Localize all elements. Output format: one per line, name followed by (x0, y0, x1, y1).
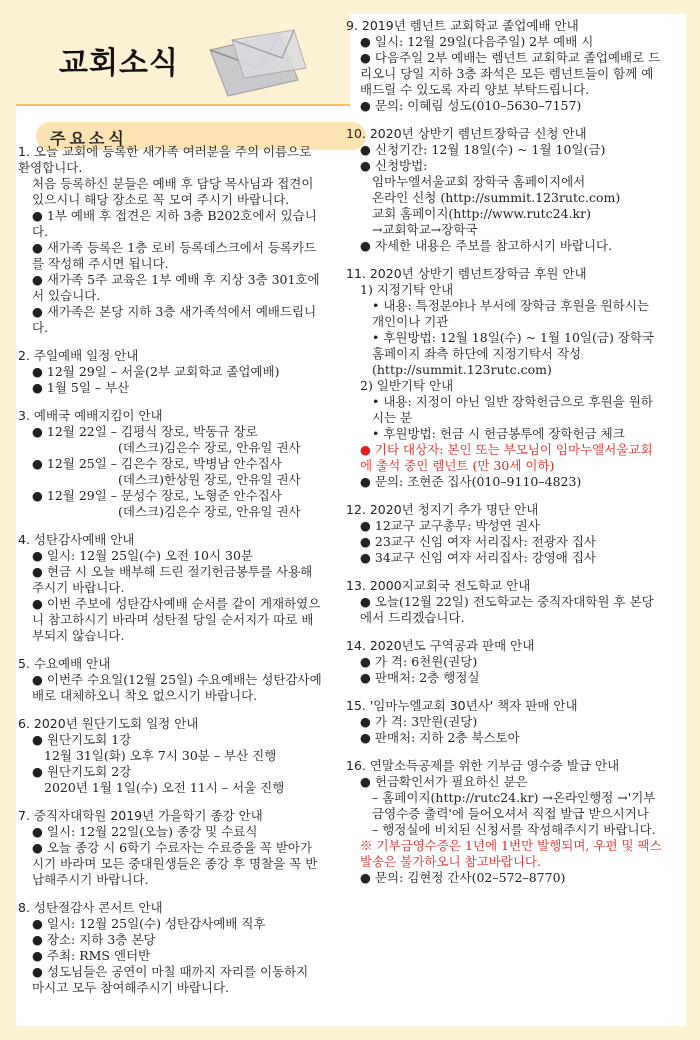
notice-line: • 내용: 지정이 아닌 일반 장학헌금으로 후원을 원하시는 분 (372, 394, 653, 425)
notice-line: 1) 지정기탁 안내 (360, 282, 454, 297)
right-column (346, 18, 662, 898)
notice-line: ● 오늘 종강 시 6학기 수료자는 수료증을 꼭 받아가시기 바라며 모든 중대원생들은 종강 후 명찰을 꼭 반납해주시기 바랍니다. (32, 840, 318, 887)
notice-line: ● 신청기간: 12월 18일(수) ~ 1월 10일(금) (360, 142, 606, 157)
notice-line: ● 새가족은 본당 지하 3층 새가족석에서 예배드립니다. (32, 304, 317, 335)
notice-line: ● 일시: 12월 29일(다음주일) 2부 예배 시 (360, 34, 594, 49)
notice-line: ● 일시: 12월 25일(수) 오전 10시 30분 (32, 548, 254, 563)
notice-line: ● 가 격: 3만원(권당) (360, 714, 478, 729)
notice-line: • 후원방법: 12월 18일(수) ~ 1월 10일(금) 장학국 홈페이지 좌측 하단에 지정기탁서 작성 (http://summit.123rutc.com) (372, 330, 655, 377)
notice-title: 16. 연말소득공제를 위한 기부금 영수증 발급 안내 (346, 758, 620, 773)
notice-title: 14. 2020년도 구역공과 판매 안내 (346, 638, 535, 653)
notice-line: – 행정실에 비치된 신청서를 작성해주시기 바랍니다. (372, 822, 656, 837)
notice-line: ● 판매처: 2층 행정실 (360, 670, 480, 685)
notice-title: 6. 2020년 원단기도회 일정 안내 (18, 716, 199, 731)
notice-line: ● 이번주 수요일(12월 25일) 수요예배는 성탄감사예배로 대체하오니 착오 없으시기 바랍니다. (32, 672, 322, 703)
notice-line: ● 현금 시 오늘 배부해 드린 절기헌금봉투를 사용해주시기 바랍니다. (32, 564, 313, 595)
notice-line: ● 판매처: 지하 2층 북스토아 (360, 730, 520, 745)
notice-line: ● 12월 29일 – 문성수 장로, 노형준 안수집사 (32, 488, 282, 503)
notice-item (346, 126, 662, 254)
notice-item (346, 502, 662, 566)
notice-line: ● 12월 22일 – 김평식 장로, 박동규 장로 (32, 424, 258, 439)
notice-item (346, 698, 662, 746)
section-label-text: 주요소식 (50, 129, 128, 148)
notice-line: ● 가 격: 6천원(권당) (360, 654, 478, 669)
page-title: 교회소식 (59, 46, 179, 81)
notice-line: 임마누엘서울교회 장학국 홈페이지에서 (372, 174, 586, 189)
notice-line: ● 일시: 12월 22일(오늘) 종강 및 수료식 (32, 824, 258, 839)
notice-item (346, 18, 662, 114)
notice-line: 2) 일반기탁 안내 (360, 378, 454, 393)
notice-line: 교회 홈페이지(http://www.rutc24.kr) (372, 206, 591, 221)
notice-line: ※ 기부금영수증은 1년에 1번만 발행되며, 우편 및 팩스발송은 불가하오니 참고바랍니다. (360, 838, 662, 869)
notice-line: • 후원방법: 헌금 시 헌금봉투에 장학헌금 체크 (372, 426, 625, 441)
notice-line: – 홈페이지(http://rutc24.kr) →온라인행정 →'기부금영수증 출력'에 들어오셔서 직접 발급 받으시거나 (372, 790, 656, 821)
notice-line: ● 이번 주보에 성탄감사예배 순서를 같이 게재하였으니 참고하시기 바라며 성탄절 당일 순서지가 따로 배부되지 않습니다. (32, 596, 321, 643)
notice-line: 12월 31일(화) 오후 7시 30분 – 부산 진행 (44, 748, 277, 763)
notice-item (346, 266, 662, 490)
notice-item (18, 900, 324, 996)
notice-title: 9. 2019년 렘넌트 교회학교 졸업예배 안내 (346, 18, 579, 33)
notice-title: 12. 2020년 청지기 추가 명단 안내 (346, 502, 539, 517)
notice-item (18, 716, 324, 796)
notice-line: 온라인 신청 (http://summit.123rutc.com) (372, 190, 621, 205)
notice-title: 13. 2000지교회국 전도학교 안내 (346, 578, 531, 593)
notice-item (346, 578, 662, 626)
notice-title: 5. 수요예배 안내 (18, 656, 111, 671)
notice-item (18, 656, 324, 704)
notice-line: ● 12월 25일 – 김은수 장로, 박병남 안수집사 (32, 456, 282, 471)
notice-title: 11. 2020년 상반기 렘넌트장학금 후원 안내 (346, 266, 587, 281)
notice-line: (데스크)김은수 장로, 안유일 권사 (118, 440, 301, 455)
notice-line: ● 문의: 김현정 간사(02–572–8770) (360, 870, 566, 885)
notice-item (346, 758, 662, 886)
notice-line: ● 주최: RMS 엔터반 (32, 948, 151, 963)
notice-item (346, 638, 662, 686)
notice-line: ● 자세한 내용은 주보를 참고하시기 바랍니다. (360, 238, 613, 253)
notice-line: ● 기타 대상자: 본인 또는 부모님이 임마누엘서울교회에 출석 중인 렘넌트 (만 30세 이하) (360, 442, 653, 473)
notice-title: 2. 주일예배 일정 안내 (18, 348, 139, 363)
notice-title: 4. 성탄감사예배 안내 (18, 532, 135, 547)
envelope-icon (202, 28, 312, 98)
notice-line: ● 새가족 5주 교육은 1부 예배 후 지상 3층 301호에서 있습니다. (32, 272, 320, 303)
notice-item (18, 144, 324, 336)
notice-line: (데스크)김은수 장로, 안유일 권사 (118, 504, 301, 519)
notice-title: 10. 2020년 상반기 렘넌트장학금 신청 안내 (346, 126, 587, 141)
notice-line: • 내용: 특정분야나 부서에 장학금 후원을 원하시는 개인이나 기관 (372, 298, 649, 329)
notice-line: ● 원단기도회 1강 (32, 732, 132, 747)
notice-item (18, 808, 324, 888)
notice-line: ● 일시: 12월 25일(수) 성탄감사예배 직후 (32, 916, 266, 931)
notice-line: →교회학교→장학국 (372, 222, 478, 237)
notice-line: ● 34교구 신임 여자 서리집사: 강영애 집사 (360, 550, 596, 565)
notice-title: 7. 중직자대학원 2019년 가을학기 종강 안내 (18, 808, 263, 823)
notice-line: ● 23교구 신임 여자 서리집사: 전광자 집사 (360, 534, 596, 549)
notice-line: ● 12월 29일 – 서울(2부 교회학교 졸업예배) (32, 364, 280, 379)
notice-item (18, 532, 324, 644)
notice-item (18, 408, 324, 520)
notice-line: ● 오늘(12월 22일) 전도학교는 중직자대학원 후 본당에서 드리겠습니다. (360, 594, 654, 625)
notice-line: ● 원단기도회 2강 (32, 764, 132, 779)
left-column (18, 144, 324, 1008)
notice-line: ● 문의: 조현준 집사(010–9110–4823) (360, 474, 582, 489)
notice-title: 8. 성탄절감사 콘서트 안내 (18, 900, 163, 915)
notice-line: ● 다음주일 2부 예배는 렘넌트 교회학교 졸업예배로 드리오니 당일 지하 3층 좌석은 모든 렘넌트들이 함께 예배드릴 수 있도록 자리 양보 부탁드립니다. (360, 50, 661, 97)
notice-line: ● 헌금확인서가 필요하신 분은 (360, 774, 528, 789)
notice-line: ● 1월 5일 – 부산 (32, 380, 130, 395)
notice-line: ● 신청방법: (360, 158, 428, 173)
notice-line: ● 1부 예배 후 접견은 지하 3층 B202호에서 있습니다. (32, 208, 317, 239)
notice-line: ● 성도님들은 공연이 마칠 때까지 자리를 이동하지 마시고 모두 참여해주시기 바랍니다. (32, 964, 309, 995)
notice-line: ● 새가족 등록은 1층 로비 등록데스크에서 등록카드를 작성해 주시면 됩니다. (32, 240, 317, 271)
notice-line: 처음 등록하신 분들은 예배 후 담당 목사님과 접견이 있으시니 해당 장소로 꼭 모여 주시기 바랍니다. (32, 176, 314, 207)
notice-line: (데스크)한상원 장로, 안유일 권사 (118, 472, 301, 487)
header-banner (16, 14, 350, 106)
notice-line: ● 12교구 교구총무: 박성연 권사 (360, 518, 540, 533)
notice-line: ● 장소: 지하 3층 본당 (32, 932, 156, 947)
notice-title: 1. 오늘 교회에 등록한 새가족 여러분을 주의 이름으로 환영합니다. (18, 144, 312, 175)
notice-item (18, 348, 324, 396)
notice-line: ● 문의: 이혜림 성도(010–5630–7157) (360, 98, 582, 113)
notice-line: 2020년 1월 1일(수) 오전 11시 – 서울 진행 (44, 780, 285, 795)
notice-title: 15. '임마누엘교회 30년사' 책자 판매 안내 (346, 698, 578, 713)
notice-title: 3. 예배국 예배지킴이 안내 (18, 408, 163, 423)
